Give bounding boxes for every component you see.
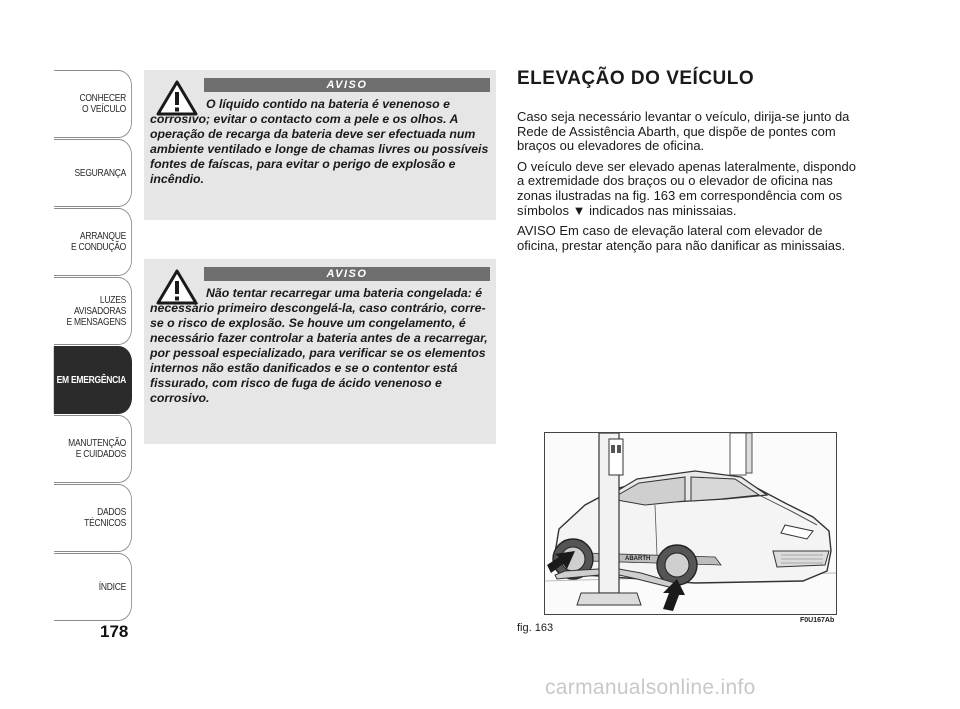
warning-title: AVISO — [204, 267, 490, 281]
figure-code: F0U167Ab — [800, 617, 835, 624]
tab-indice[interactable]: ÍNDICE — [54, 553, 132, 621]
warning-text: O líquido contido na bateria é venenoso e corrosivo; evitar o contacto com a pele e os olhos. A operação de recarga da bateria deve ser efectuada num ambiente ventilado e longe de chamas livres ou possíveis fontes de faíscas, para evitar o perigo de explosão e incêndio. — [150, 97, 489, 186]
warning-text: Não tentar recarregar uma bateria congelada: é necessário primeiro descongelá-la, caso contrário, corre-se o risco de explosão. Se houve um congelamento, é necessário fazer controlar a bateria antes de a recarregar, por pessoal especializado, para verificar se os elementos internos não estão danificados e se o contentor está fissurado, com risco de fuga de ácido venenoso e corrosivo. — [150, 286, 488, 405]
section-body — [517, 110, 862, 259]
tab-luzes-avisadoras[interactable]: LUZES AVISADORAS E MENSAGENS — [54, 277, 132, 345]
figure-car-lift — [544, 432, 837, 615]
warning-box-frozen-battery — [144, 259, 496, 444]
paragraph: Caso seja necessário levantar o veículo, dirija-se junto da Rede de Assistência Abarth, que dispõe de pontes com braços ou elevadores de oficina. — [517, 109, 850, 154]
car-badge-text: ABARTH — [625, 556, 651, 562]
warning-title: AVISO — [204, 78, 490, 92]
paragraph: O veículo deve ser elevado apenas lateralmente, dispondo a extremidade dos braços ou o elevador de oficina nas zonas ilustradas na fig. 163 em correspondência com os símbolos ▼ indicados nas minissaias. — [517, 158, 856, 218]
tab-em-emergencia[interactable]: EM EMERGÊNCIA — [54, 346, 132, 414]
figure-caption: fig. 163 — [517, 622, 554, 634]
tab-conhecer-o-veiculo[interactable]: CONHECER O VEÍCULO — [54, 70, 132, 138]
car-on-lift-illustration — [545, 433, 836, 614]
tab-seguranca[interactable]: SEGURANÇA — [54, 139, 132, 207]
page-number: 178 — [100, 622, 129, 641]
watermark: carmanualsonline.info — [545, 676, 756, 699]
tab-arranque-e-conducao[interactable]: ARRANQUE E CONDUÇÃO — [54, 208, 132, 276]
tab-manutencao-e-cuidados[interactable]: MANUTENÇÃO E CUIDADOS — [54, 415, 132, 483]
tab-dados-tecnicos[interactable]: DADOS TÉCNICOS — [54, 484, 132, 552]
warning-box-battery-liquid — [144, 70, 496, 220]
section-title: ELEVAÇÃO DO VEÍCULO — [517, 68, 755, 89]
paragraph: AVISO Em caso de elevação lateral com elevador de oficina, prestar atenção para não danificar as minissaias. — [517, 223, 846, 253]
